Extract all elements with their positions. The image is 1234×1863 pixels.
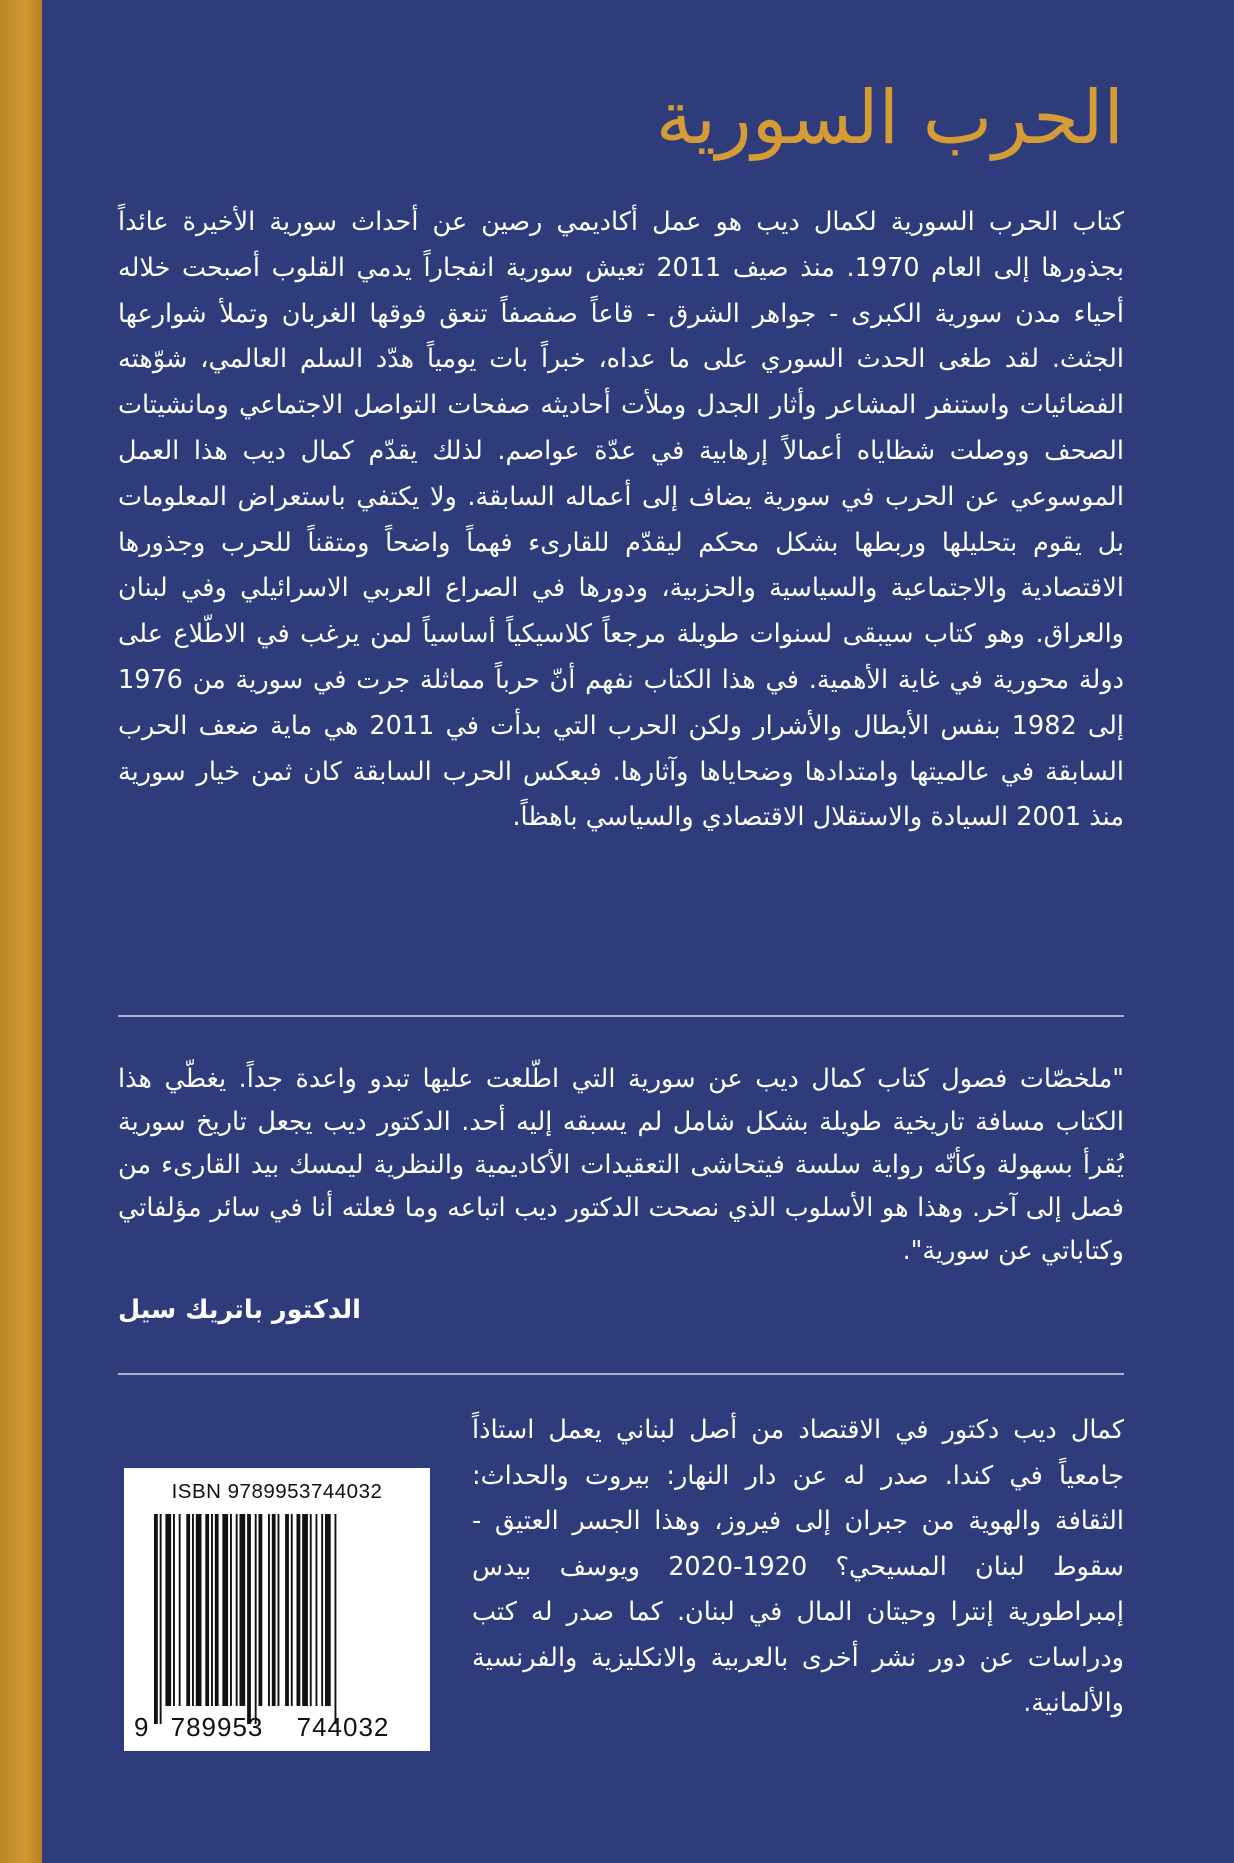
barcode-bar <box>230 1514 232 1706</box>
barcode-bar <box>215 1514 219 1706</box>
barcode-bar <box>160 1514 162 1724</box>
barcode-bar <box>268 1514 270 1706</box>
barcode-bar <box>179 1514 181 1706</box>
barcode-bar <box>165 1514 171 1706</box>
barcode-bar <box>297 1514 301 1706</box>
barcode-bar <box>211 1514 213 1706</box>
book-description: كتاب الحرب السورية لكمال ديب هو عمل أكاديمي رصين عن أحداث سورية الأخيرة عائداً بجذورها إلى العام 1970. منذ صيف 2011 تعيش سورية انفجاراً يدمي القلوب أصبحت خلاله أحياء مدن سورية الكبرى - جواهر الشرق - قاعاً صفصفاً تنعق فوقها الغربان وتملأ شوارعها الجثث. لقد طغى الحدث السوري على ما عداه، خبراً بات يومياً هدّد السلم العالمي، شوّهته الفضائيات واستنفر المشاعر وأثار الجدل وملأت أحاديثه صفحات التواصل الاجتماعي ومانشيتات الصحف ووصلت شظاياه أعمالاً إرهابية في عدّة عواصم. لذلك يقدّم كمال ديب هذا العمل الموسوعي عن الحرب في سورية يضاف إلى أعماله السابقة. ولا يكتفي باستعراض المعلومات بل يقوم بتحليلها وربطها بشكل محكم ليقدّم للقارىء فهماً واضحاً ومتقناً للحرب وجذورها الاقتصادية والاجتماعية والسياسية والحزبية، ودورها في الصراع العربي الاسرائيلي وفي لبنان والعراق. وهو كتاب سيبقى لسنوات طويلة مرجعاً كلاسيكياً أساسياً لمن يرغب في الاطّلاع على دولة محورية في غاية الأهمية. في هذا الكتاب نفهم أنّ حرباً مماثلة جرت في سورية من 1976 إلى 1982 بنفس الأبطال والأشرار ولكن الحرب التي بدأت في 2011 هي ماية ضعف الحرب السابقة في عالميتها وامتدادها وضحاياها وآثارها. فبعكس الحرب السابقة كان ثمن خيار سورية منذ 2001 السيادة والاستقلال الاقتصادي والسياسي باهظاً. <box>118 207 1124 833</box>
barcode-bar <box>196 1514 202 1706</box>
barcode-bar <box>240 1514 246 1706</box>
barcode-bar <box>291 1514 293 1706</box>
barcode-bar <box>173 1514 175 1706</box>
section-divider-bottom <box>118 1373 1124 1375</box>
barcode-bar <box>325 1514 331 1706</box>
barcode-bar <box>316 1514 318 1706</box>
barcode-bar <box>247 1514 251 1724</box>
barcode-bar <box>285 1514 289 1706</box>
barcode-bar <box>186 1514 190 1706</box>
barcode-digits-left: 789953 <box>170 1712 264 1742</box>
endorsement-quote: "ملخصّات فصول كتاب كمال ديب عن سورية التي اطّلعت عليها تبدو واعدة جداً. يغطّي هذا الكتاب مسافة تاريخية طويلة بشكل شامل لم يسبقه إليه أحد. الدكتور ديب يجعل تاريخ سورية يُقرأ بسهولة وكأنّه رواية سلسة فيتحاشى التعقيدات الأكاديمية والنظرية ليمسك بيد القارىء من فصل إلى آخر. وهذا هو الأسلوب الذي نصحت الدكتور ديب اتباعه وما فعلته أنا في سائر مؤلفاتي وكتاباتي عن سورية". <box>118 1064 1124 1266</box>
section-divider-top <box>118 1015 1124 1017</box>
barcode-bar <box>278 1514 280 1706</box>
barcode-bar <box>154 1514 158 1724</box>
barcode-bar <box>302 1514 308 1706</box>
barcode-digits-right: 744032 <box>296 1712 390 1742</box>
book-spine <box>0 0 42 1863</box>
barcode-digit-first: 9 <box>134 1712 149 1742</box>
barcode-bar <box>255 1514 257 1724</box>
author-bio: كمال ديب دكتور في الاقتصاد من أصل لبناني يعمل استاذاً جامعياً في كندا. صدر له عن دار النهار: بيروت والحداث: الثقافة والهوية من جبران إلى فيروز، وهذا الجسر العتيق - سقوط لبنان المسيحي؟ 1920-2020 ويوسف بيدس إمبراطورية إنترا وحيتان المال في لبنان. كما صدر له كتب ودراسات عن دور نشر أخرى بالعربية والانكليزية والفرنسية والألمانية. <box>472 1415 1124 1718</box>
endorsement-author: الدكتور باتريك سيل <box>118 1295 361 1325</box>
isbn-number: ISBN 9789953744032 <box>171 1480 383 1503</box>
barcode-bar <box>272 1514 276 1706</box>
barcode-bar <box>259 1514 263 1706</box>
barcode-bar <box>205 1514 209 1706</box>
barcode-bar <box>335 1514 337 1724</box>
book-title: الحرب السورية <box>655 75 1124 161</box>
barcode-bar <box>310 1514 312 1706</box>
barcode-bar <box>321 1514 323 1706</box>
barcode-bar <box>222 1514 228 1706</box>
barcode-bar <box>236 1514 238 1706</box>
barcode-icon <box>124 1468 430 1751</box>
barcode-bar <box>192 1514 194 1706</box>
barcode-label <box>124 1468 430 1751</box>
